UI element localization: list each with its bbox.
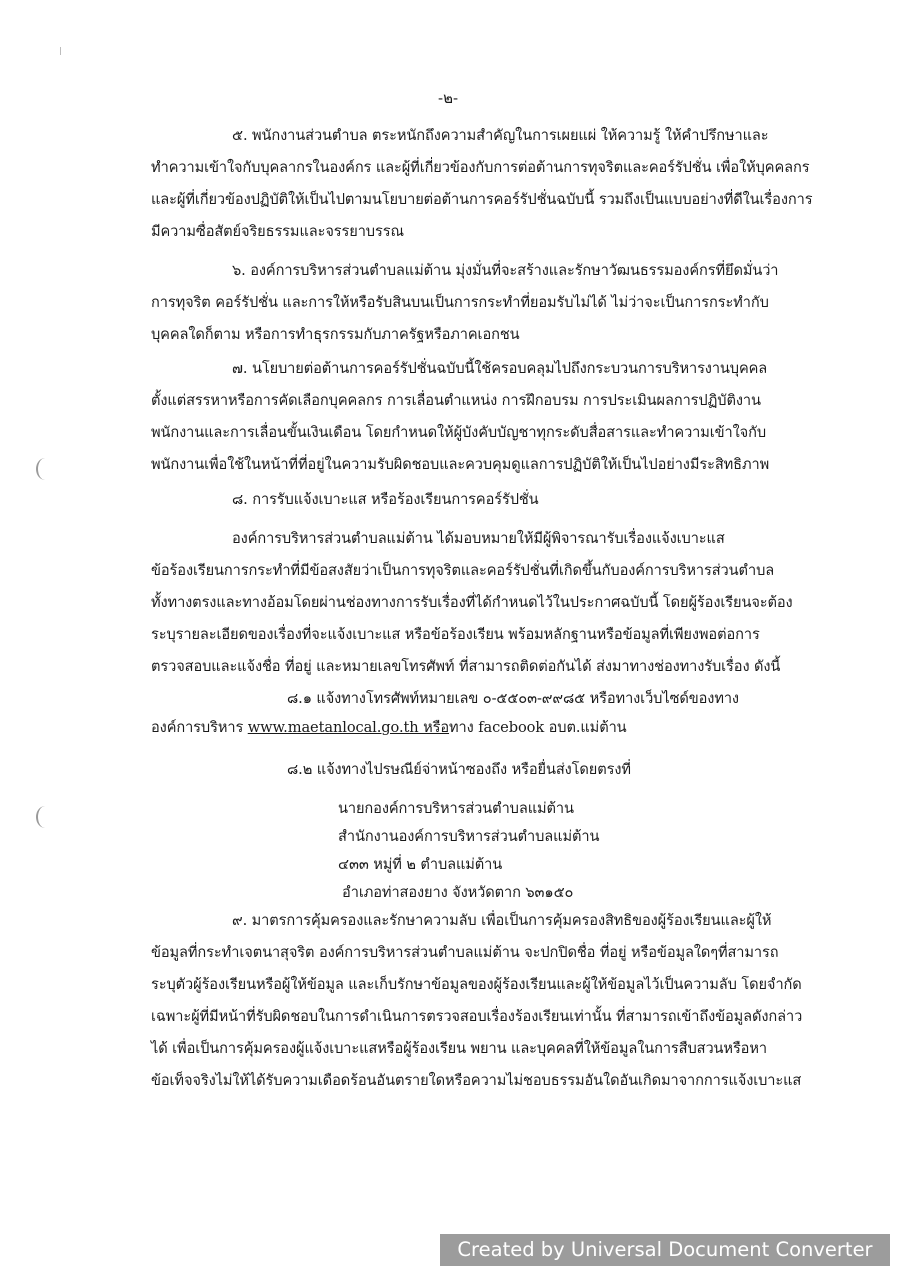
section-5-line-1: ๕. พนักงานส่วนตำบล ตระหนักถึงความสำคัญในการเผยแผ่ ให้ความรู้ ให้คำปรึกษาและ <box>232 127 769 144</box>
binder-hole-mark <box>36 458 54 480</box>
section-8-heading: ๘. การรับแจ้งเบาะแส หรือร้องเรียนการคอร์รัปชั่น <box>232 491 539 508</box>
section-6-line-1: ๖. องค์การบริหารส่วนตำบลแม่ต้าน มุ่งมั่นที่จะสร้างและรักษาวัฒนธรรมองค์กรที่ยึดมั่นว่า <box>232 262 779 279</box>
binder-hole-mark <box>36 806 54 828</box>
section-9-line-6: ข้อเท็จจริงไม่ให้ได้รับความเดือดร้อนอันตรายใดหรือความไม่ชอบธรรมอันใดอันเกิดมาจากการแจ้งเบาะแส <box>151 1072 802 1089</box>
section-9-line-1: ๙. มาตรการคุ้มครองและรักษาความลับ เพื่อเป็นการคุ้มครองสิทธิของผู้ร้องเรียนและผู้ให้ <box>232 912 772 929</box>
address-line-1: นายกองค์การบริหารส่วนตำบลแม่ต้าน <box>338 800 574 817</box>
section-8-line-5: ตรวจสอบและแจ้งชื่อ ที่อยู่ และหมายเลขโทรศัพท์ ที่สามารถติดต่อกันได้ ส่งมาทางช่องทางรับเรื่อง ดังนี้ <box>151 658 781 675</box>
converter-watermark: Created by Universal Document Converter <box>440 1234 890 1266</box>
section-7-line-1: ๗. นโยบายต่อต้านการคอร์รัปชั่นฉบับนี้ใช้ครอบคลุมไปถึงกระบวนการบริหารงานบุคคล <box>232 360 768 377</box>
section-8-1-line-1: ๘.๑ แจ้งทางโทรศัพท์หมายเลข ๐-๕๕๐๓-๙๙๘๕ หรือทางเว็บไซด์ของทาง <box>287 690 739 707</box>
address-line-3: ๔๓๓ หมู่ที่ ๒ ตำบลแม่ต้าน <box>338 856 503 873</box>
section-9-line-5: ได้ เพื่อเป็นการคุ้มครองผู้แจ้งเบาะแสหรือผู้ร้องเรียน พยาน และบุคคลที่ให้ข้อมูลในการสืบสวนหรือหา <box>151 1040 767 1057</box>
section-7-line-2: ตั้งแต่สรรหาหรือการคัดเลือกบุคคลกร การเลื่อนตำแหน่ง การฝึกอบรม การประเมินผลการปฏิบัติงาน <box>151 392 761 409</box>
section-5-line-3: และผู้ที่เกี่ยวข้องปฏิบัติให้เป็นไปตามนโยบายต่อต้านการคอร์รัปชั่นฉบับนี้ รวมถึงเป็นแบบอย่างที่ดีในเรื่องการ <box>151 191 813 208</box>
section-8-line-2: ข้อร้องเรียนการกระทำที่มีข้อสงสัยว่าเป็นการทุจริตและคอร์รัปชั่นที่เกิดขึ้นกับองค์การบริหารส่วนตำบล <box>151 562 775 579</box>
section-9-line-3: ระบุตัวผู้ร้องเรียนหรือผู้ให้ข้อมูล และเก็บรักษาข้อมูลของผู้ร้องเรียนและผู้ให้ข้อมูลไว้เป็นความลับ โดยจำกัด <box>151 976 802 993</box>
page-number: -๒- <box>438 89 459 107</box>
section-8-line-4: ระบุรายละเอียดของเรื่องที่จะแจ้งเบาะแส หรือข้อร้องเรียน พร้อมหลักฐานหรือข้อมูลที่เพียงพอต่อการ <box>151 626 760 643</box>
section-8-1-line-2 <box>151 718 627 738</box>
section-6-line-3: บุคคลใดก็ตาม หรือการทำธุรกรรมกับภาครัฐหรือภาคเอกชน <box>151 326 520 343</box>
section-8-1-prefix: องค์การบริหาร <box>151 719 244 736</box>
section-8-2-line: ๘.๒ แจ้งทางไปรษณีย์จ่าหน้าซองถึง หรือยื่นส่งโดยตรงที่ <box>287 761 631 778</box>
address-line-4: อำเภอท่าสองยาง จังหวัดตาก ๖๓๑๕๐ <box>342 884 574 901</box>
section-8-1-suffix: ทาง facebook อบต.แม่ต้าน <box>449 719 627 736</box>
scan-artifact <box>60 47 61 55</box>
section-8-line-1: องค์การบริหารส่วนตำบลแม่ต้าน ได้มอบหมายให้มีผู้พิจารณารับเรื่องแจ้งเบาะแส <box>232 530 725 547</box>
section-5-line-2: ทำความเข้าใจกับบุคลากรในองค์กร และผู้ที่เกี่ยวข้องกับการต่อต้านการทุจริตและคอร์รัปชั่น เพื่อให้บุคคลกร <box>151 159 810 176</box>
address-line-2: สำนักงานองค์การบริหารส่วนตำบลแม่ต้าน <box>338 828 600 845</box>
section-6-line-2: การทุจริต คอร์รัปชั่น และการให้หรือรับสินบนเป็นการกระทำที่ยอมรับไม่ได้ ไม่ว่าจะเป็นการกระทำกับ <box>151 294 769 311</box>
section-8-line-3: ทั้งทางตรงและทางอ้อมโดยผ่านช่องทางการรับเรื่องที่ได้กำหนดไว้ในประกาศฉบับนี้ โดยผู้ร้องเรียนจะต้อง <box>151 594 793 611</box>
section-7-line-4: พนักงานเพื่อใช้ในหน้าที่ที่อยู่ในความรับผิดชอบและควบคุมดูแลการปฏิบัติให้เป็นไปอย่างมีระสิทธิภาพ <box>151 456 770 473</box>
section-7-line-3: พนักงานและการเลื่อนขั้นเงินเดือน โดยกำหนดให้ผู้บังคับบัญชาทุกระดับสื่อสารและทำความเข้าใจกับ <box>151 424 767 441</box>
section-5-line-4: มีความซื่อสัตย์จริยธรรมและจรรยาบรรณ <box>151 223 404 240</box>
section-9-line-4: เฉพาะผู้ที่มีหน้าที่รับผิดชอบในการดำเนินการตรวจสอบเรื่องร้องเรียนเท่านั้น ที่สามารถเข้าถึงข้อมูลดังกล่าว <box>151 1008 803 1025</box>
website-link[interactable]: www.maetanlocal.go.th หรือ <box>247 719 450 736</box>
section-9-line-2: ข้อมูลที่กระทำเจตนาสุจริต องค์การบริหารส่วนตำบลแม่ต้าน จะปกปิดชื่อ ที่อยู่ หรือข้อมูลใดๆที่สามารถ <box>151 944 779 961</box>
